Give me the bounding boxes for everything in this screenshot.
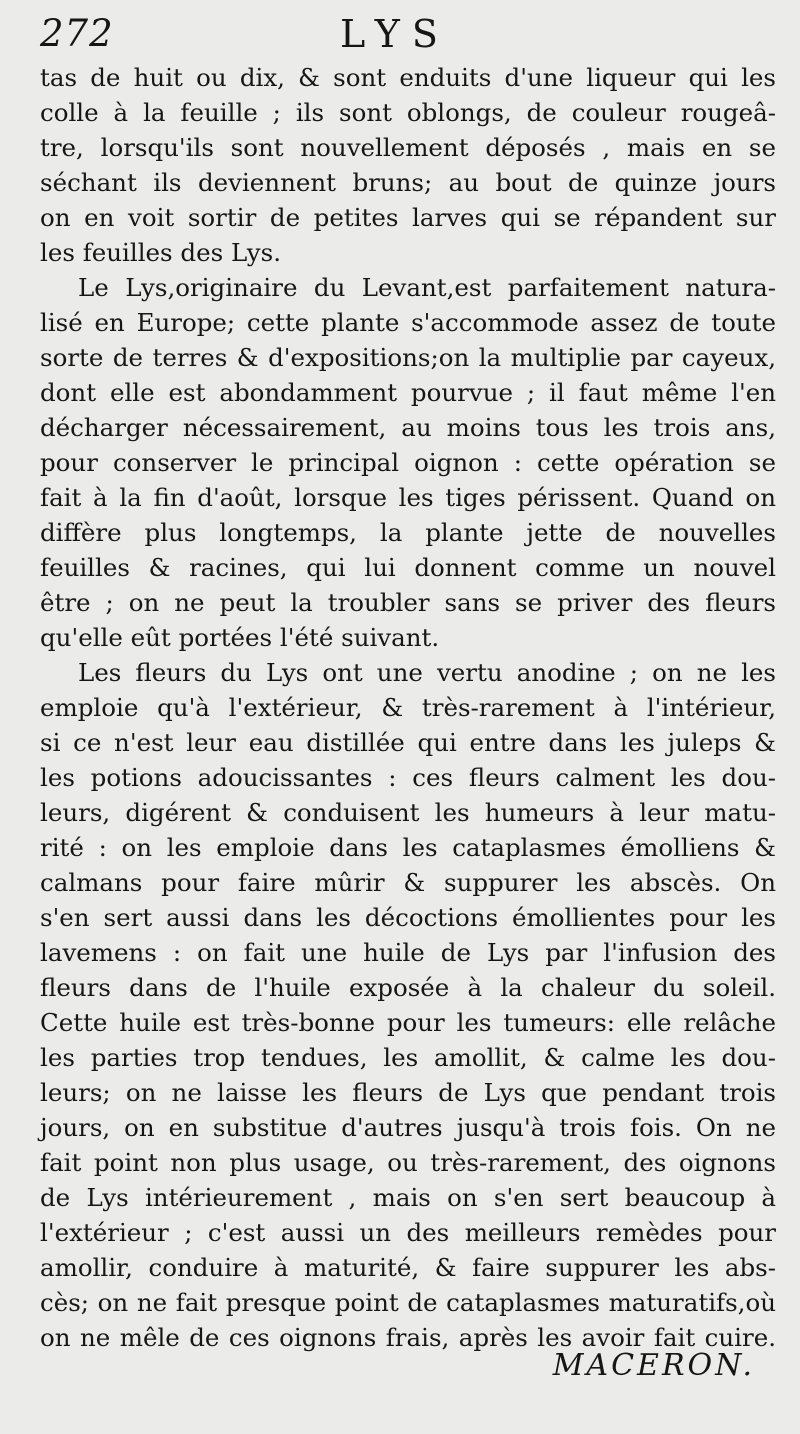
text-line: séchant ils deviennent bruns; au bout de quinze jours bbox=[40, 168, 776, 197]
paragraph-2 bbox=[40, 270, 776, 655]
text-line: Les fleurs du Lys ont une vertu anodine ; on ne les bbox=[78, 658, 776, 687]
text-line: sorte de terres & d'expositions;on la multiplie par cayeux, bbox=[40, 343, 776, 372]
text-line: les parties trop tendues, les amollit, & calme les dou- bbox=[40, 1043, 776, 1072]
text-line: l'extérieur ; c'est aussi un des meilleurs remèdes pour bbox=[40, 1218, 776, 1247]
text-line: jours, on en substitue d'autres jusqu'à trois fois. On ne bbox=[40, 1113, 776, 1142]
text-line: diffère plus longtemps, la plante jette de nouvelles bbox=[40, 518, 776, 547]
text-line: emploie qu'à l'extérieur, & très-rarement à l'intérieur, bbox=[40, 693, 776, 722]
running-head: LYS bbox=[340, 12, 450, 56]
text-line: décharger nécessairement, au moins tous les trois ans, bbox=[40, 413, 776, 442]
text-line: fait à la fin d'août, lorsque les tiges périssent. Quand on bbox=[40, 483, 776, 512]
text-line: colle à la feuille ; ils sont oblongs, de couleur rougeâ- bbox=[40, 98, 776, 127]
text-line: on en voit sortir de petites larves qui se répandent sur bbox=[40, 203, 776, 232]
text-line: qu'elle eût portées l'été suivant. bbox=[40, 623, 440, 652]
page-header bbox=[40, 12, 790, 62]
text-line: pour conserver le principal oignon : cette opération se bbox=[40, 448, 776, 477]
text-line: lavemens : on fait une huile de Lys par l'infusion des bbox=[40, 938, 776, 967]
text-line: si ce n'est leur eau distillée qui entre dans les juleps & bbox=[40, 728, 776, 757]
text-line: amollir, conduire à maturité, & faire suppurer les abs- bbox=[40, 1253, 776, 1282]
paragraph-3 bbox=[40, 655, 776, 1355]
page-number: 272 bbox=[40, 12, 114, 55]
text-line: tas de huit ou dix, & sont enduits d'une liqueur qui les bbox=[40, 63, 776, 92]
text-line: lisé en Europe; cette plante s'accommode assez de toute bbox=[40, 308, 776, 337]
text-line: on ne mêle de ces oignons frais, après les avoir fait cuire. bbox=[40, 1323, 776, 1352]
text-line: calmans pour faire mûrir & suppurer les abscès. On bbox=[40, 868, 776, 897]
text-line: s'en sert aussi dans les décoctions émollientes pour les bbox=[40, 903, 776, 932]
text-line: leurs; on ne laisse les fleurs de Lys que pendant trois bbox=[40, 1078, 776, 1107]
text-line: rité : on les emploie dans les cataplasmes émolliens & bbox=[40, 833, 776, 862]
text-line: les feuilles des Lys. bbox=[40, 238, 281, 267]
text-line: cès; on ne fait presque point de cataplasmes maturatifs,où bbox=[40, 1288, 776, 1317]
text-line: de Lys intérieurement , mais on s'en sert beaucoup à bbox=[40, 1183, 776, 1212]
text-line: tre, lorsqu'ils sont nouvellement déposés , mais en se bbox=[40, 133, 776, 162]
body-text bbox=[40, 60, 776, 1355]
text-line: fleurs dans de l'huile exposée à la chaleur du soleil. bbox=[40, 973, 776, 1002]
text-line: Le Lys,originaire du Levant,est parfaitement natura- bbox=[78, 273, 776, 302]
text-line: Cette huile est très-bonne pour les tumeurs: elle relâche bbox=[40, 1008, 776, 1037]
text-line: fait point non plus usage, ou très-rarement, des oignons bbox=[40, 1148, 776, 1177]
text-line: leurs, digérent & conduisent les humeurs à leur matu- bbox=[40, 798, 776, 827]
text-line: feuilles & racines, qui lui donnent comme un nouvel bbox=[40, 553, 776, 582]
paragraph-1 bbox=[40, 60, 776, 270]
text-line: les potions adoucissantes : ces fleurs calment les dou- bbox=[40, 763, 776, 792]
text-line: être ; on ne peut la troubler sans se priver des fleurs bbox=[40, 588, 776, 617]
author-signature: MACERON. bbox=[552, 1348, 755, 1383]
text-line: dont elle est abondamment pourvue ; il faut même l'en bbox=[40, 378, 776, 407]
